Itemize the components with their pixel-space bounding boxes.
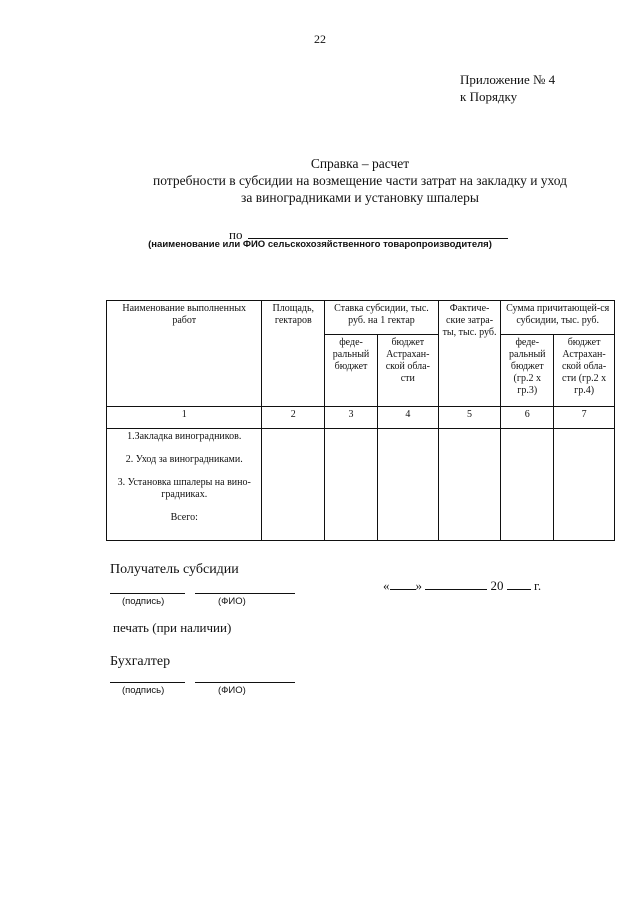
date-year-blank <box>507 578 531 590</box>
sum-federal-cell <box>501 429 554 541</box>
area-cell <box>262 429 325 541</box>
accountant-fio-line <box>195 681 295 683</box>
work-item-care: 2. Уход за виноградниками. <box>125 454 243 465</box>
header-sum-federal: феде-ральный бюджет (гр.2 х гр.3) <box>501 335 554 407</box>
recipient-sign-line <box>110 592 185 594</box>
work-item-planting: 1.Закладка виноградников. <box>127 431 242 442</box>
table-row <box>107 429 615 541</box>
column-number: 7 <box>554 407 615 429</box>
header-sum-regional: бюджет Астрахан-ской обла-сти (гр.2 х гр.4) <box>554 335 615 407</box>
accountant-fio-caption: (ФИО) <box>218 685 246 696</box>
header-actual-costs: Фактиче-ские затра-ты, тыс. руб. <box>438 301 501 407</box>
appendix-line-2: к Порядку <box>460 89 518 104</box>
date-day-blank <box>390 578 416 590</box>
recipient-fio-line <box>195 592 295 594</box>
column-number: 1 <box>107 407 262 429</box>
column-number: 4 <box>377 407 438 429</box>
date-close-quote: » <box>415 578 422 593</box>
column-number: 2 <box>262 407 325 429</box>
subsidy-table <box>106 300 615 541</box>
date-year-prefix: 20 <box>490 578 504 593</box>
column-number: 6 <box>501 407 554 429</box>
stamp-note: печать (при наличии) <box>113 620 232 635</box>
header-sum-group: Сумма причитающей-ся субсидии, тыс. руб. <box>501 301 615 335</box>
recipient-sign-caption: (подпись) <box>122 596 165 607</box>
date-year-suffix: г. <box>534 578 542 593</box>
actual-costs-cell <box>438 429 501 541</box>
column-number: 5 <box>438 407 501 429</box>
producer-label: по <box>229 227 243 242</box>
accountant-label: Бухгалтер <box>110 654 171 669</box>
page-number: 22 <box>314 32 326 46</box>
rate-regional-cell <box>377 429 438 541</box>
work-item-trellis: 3. Установка шпалеры на вино-градниках. <box>117 477 251 500</box>
header-rate-group: Ставка субсидии, тыс. руб. на 1 гектар <box>325 301 439 335</box>
header-name: Наименование выполненных работ <box>107 301 262 407</box>
accountant-sign-caption: (подпись) <box>122 685 165 696</box>
header-rate-regional: бюджет Астрахан-ской обла-сти <box>377 335 438 407</box>
appendix-line-1: Приложение № 4 <box>460 72 556 87</box>
sum-regional-cell <box>554 429 615 541</box>
header-rate-federal: феде-ральный бюджет <box>325 335 378 407</box>
rate-federal-cell <box>325 429 378 541</box>
document-title <box>60 155 640 206</box>
accountant-sign-line <box>110 681 185 683</box>
recipient-fio-caption: (ФИО) <box>218 596 246 607</box>
recipient-label: Получатель субсидии <box>110 562 239 577</box>
appendix-reference <box>460 71 555 105</box>
column-number-row <box>107 407 615 429</box>
date-open-quote: « <box>383 578 390 593</box>
producer-blank-line <box>248 226 508 239</box>
column-number: 3 <box>325 407 378 429</box>
date-field <box>383 578 541 594</box>
work-items-cell <box>107 429 262 541</box>
title-line-1: Справка – расчет <box>310 156 410 171</box>
title-line-2: потребности в субсидии на возмещение части затрат на закладку и уход <box>152 173 568 188</box>
work-item-total: Всего: <box>170 512 198 523</box>
header-area: Площадь, гектаров <box>262 301 325 407</box>
producer-caption: (наименование или ФИО сельскохозяйственного товаропроизводителя) <box>148 239 492 250</box>
date-month-blank <box>425 578 487 590</box>
title-line-3: за виноградниками и установку шпалеры <box>241 190 479 205</box>
